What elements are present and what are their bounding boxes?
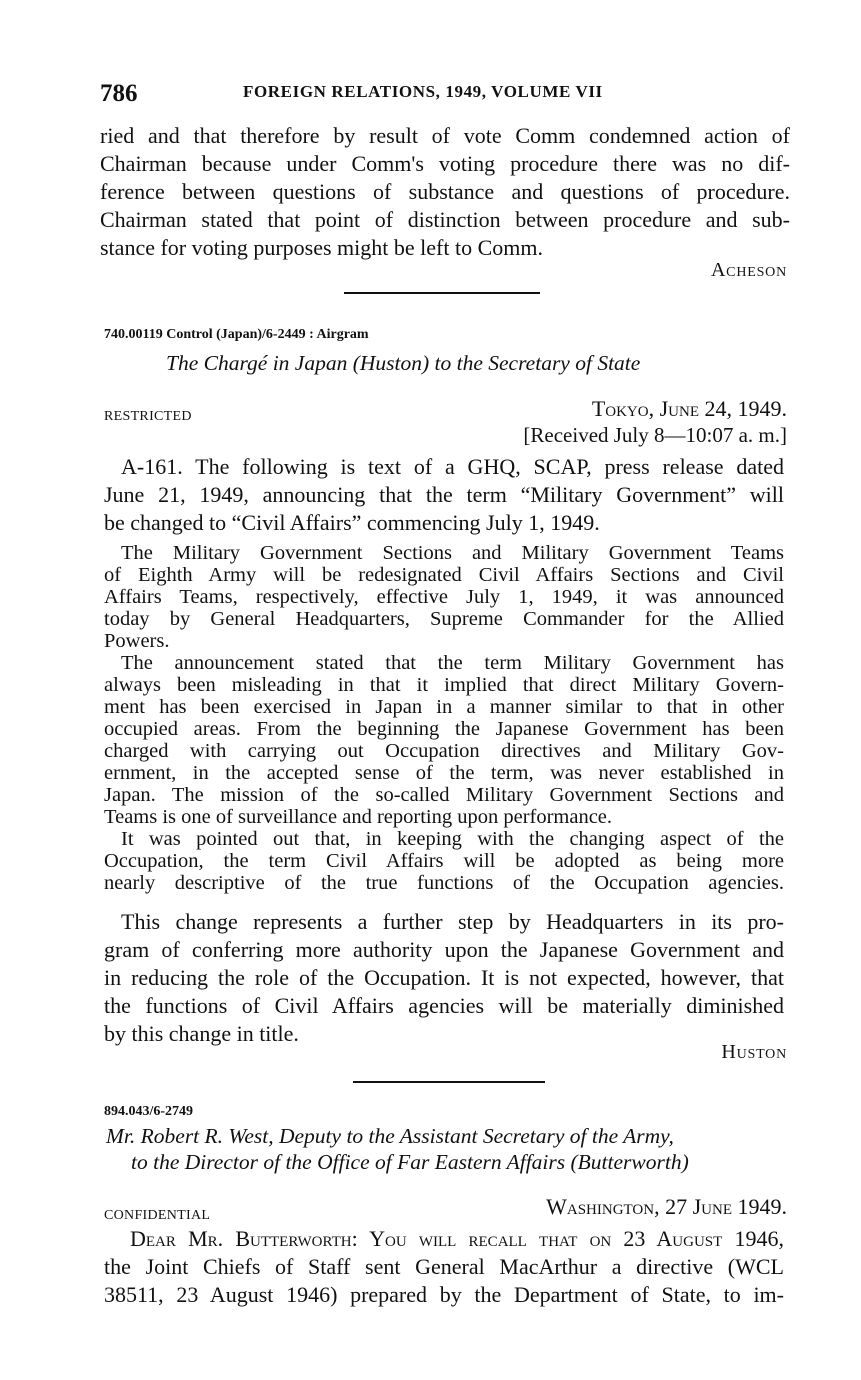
- quote-line: It was pointed out that, in keeping with the changing aspect of the: [121, 828, 784, 850]
- body-line: ference between questions of substance and questions of procedure.: [100, 179, 790, 204]
- body-line: June 21, 1949, announcing that the term “Military Government” will: [104, 482, 784, 507]
- body-line: the Joint Chiefs of Staff sent General MacArthur a directive (WCL: [104, 1254, 784, 1279]
- document-heading: to the Director of the Office of Far Eastern Affairs (Butterworth): [131, 1150, 689, 1174]
- body-line: Dear Mr. Butterworth: You will recall that on 23 August 1946,: [130, 1226, 784, 1251]
- dateline: Tokyo, June 24, 1949.: [591, 396, 787, 421]
- body-line: This change represents a further step by Headquarters in its pro-: [121, 909, 784, 934]
- page-number: 786: [100, 80, 138, 107]
- body-line: ried and that therefore by result of vote Comm condemned action of: [100, 123, 790, 148]
- quote-line: always been misleading in that it implied that direct Military Govern-: [104, 674, 784, 696]
- section-divider: [353, 1081, 545, 1083]
- body-line: 38511, 23 August 1946) prepared by the Department of State, to im-: [104, 1282, 784, 1307]
- quote-line: of Eighth Army will be redesignated Civil Affairs Sections and Civil: [104, 564, 784, 586]
- body-line: in reducing the role of the Occupation. It is not expected, however, that: [104, 965, 784, 990]
- quote-line: ment has been exercised in Japan in a manner similar to that in other: [104, 696, 784, 718]
- running-title: FOREIGN RELATIONS, 1949, VOLUME VII: [243, 82, 603, 101]
- quote-line: Affairs Teams, respectively, effective July 1, 1949, it was announced: [104, 586, 784, 608]
- quote-line: Japan. The mission of the so-called Military Government Sections and: [104, 784, 784, 806]
- dateline: Washington, 27 June 1949.: [546, 1194, 787, 1219]
- quote-line: The Military Government Sections and Military Government Teams: [121, 542, 784, 564]
- body-line: be changed to “Civil Affairs” commencing July 1, 1949.: [104, 510, 600, 535]
- body-line: A-161. The following is text of a GHQ, SCAP, press release dated: [121, 454, 784, 479]
- quote-line: ernment, in the accepted sense of the term, was never established in: [104, 762, 784, 784]
- signature-acheson: Acheson: [710, 259, 787, 281]
- section-divider: [344, 292, 540, 294]
- quote-line: Teams is one of surveillance and reporting upon performance.: [104, 806, 613, 828]
- quote-line: The announcement stated that the term Military Government has: [121, 652, 784, 674]
- body-line: Chairman because under Comm's voting procedure there was no dif-: [100, 151, 790, 176]
- quote-line: nearly descriptive of the true functions of the Occupation agencies.: [104, 872, 784, 894]
- body-line: by this change in title.: [104, 1021, 299, 1046]
- quote-line: charged with carrying out Occupation directives and Military Gov-: [104, 740, 784, 762]
- quote-line: today by General Headquarters, Supreme Commander for the Allied: [104, 608, 784, 630]
- quote-line: Powers.: [104, 630, 170, 652]
- body-line: the functions of Civil Affairs agencies will be materially diminished: [104, 993, 784, 1018]
- file-reference: 894.043/6-2749: [104, 1104, 194, 1119]
- document-heading: The Chargé in Japan (Huston) to the Secretary of State: [166, 351, 641, 375]
- document-heading: Mr. Robert R. West, Deputy to the Assistant Secretary of the Army,: [106, 1124, 674, 1148]
- body-line: gram of conferring more authority upon the Japanese Government and: [104, 937, 784, 962]
- file-reference: 740.00119 Control (Japan)/6-2449 : Airgram: [104, 327, 369, 342]
- classification-label: CONFIDENTIAL: [104, 1208, 211, 1223]
- classification-label: RESTRICTED: [104, 409, 192, 424]
- quote-line: Occupation, the term Civil Affairs will be adopted as being more: [104, 850, 784, 872]
- quote-line: occupied areas. From the beginning the Japanese Government has been: [104, 718, 784, 740]
- received-note: [Received July 8—10:07 a. m.]: [523, 423, 787, 447]
- body-line: stance for voting purposes might be left to Comm.: [100, 235, 543, 260]
- body-line: Chairman stated that point of distinction between procedure and sub-: [100, 207, 790, 232]
- signature-huston: Huston: [721, 1041, 787, 1063]
